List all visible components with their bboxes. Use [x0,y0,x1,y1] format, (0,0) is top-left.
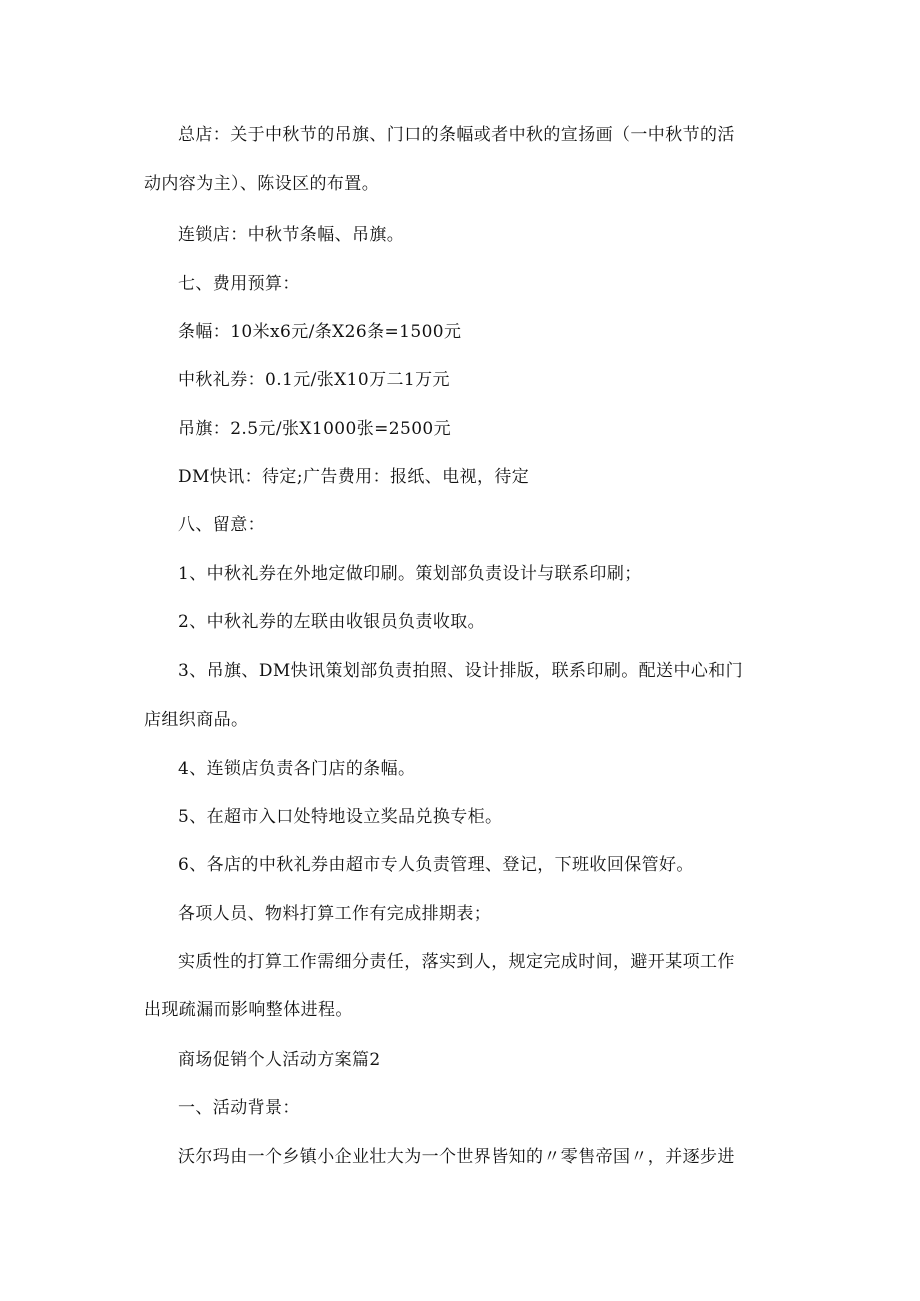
list-item: 4、连锁店负责各门店的条幅。 [178,759,416,779]
section-heading: 七、费用预算： [178,274,300,294]
paragraph-line: 店组织商品。 [144,710,249,730]
paragraph-line: 实质性的打算工作需细分责任，落实到人，规定完成时间，避开某项工作 [178,952,735,972]
paragraph-line: 沃尔玛由一个乡镇小企业壮大为一个世界皆知的〃零售帝国〃，并逐步进 [178,1147,735,1167]
list-item: 5、在超市入口处特地设立奖品兑换专柜。 [178,807,503,827]
budget-line: 吊旗：2.5元/张X1000张=2500元 [178,419,452,439]
section-heading: 八、留意： [178,515,265,535]
budget-line: 中秋礼券：0.1元/张X10万二1万元 [178,370,450,390]
paragraph-line: 总店：关于中秋节的吊旗、门口的条幅或者中秋的宣扬画（一中秋节的活 [178,125,735,145]
paragraph-line: 各项人员、物料打算工作有完成排期表； [178,904,492,924]
list-item: 1、中秋礼券在外地定做印刷。策划部负责设计与联系印刷； [178,564,642,584]
section-title: 商场促销个人活动方案篇2 [178,1050,381,1070]
paragraph-line: 动内容为主）、陈设区的布置。 [144,174,380,194]
paragraph-line: 连锁店：中秋节条幅、吊旗。 [178,225,405,245]
list-item: 3、吊旗、DM快讯策划部负责拍照、设计排版，联系印刷。配送中心和门 [178,661,744,681]
budget-line: 条幅：10米x6元/条X26条=1500元 [178,322,462,342]
section-heading: 一、活动背景： [178,1098,300,1118]
list-item: 2、中秋礼券的左联由收银员负责收取。 [178,612,486,632]
budget-line: DM快讯：待定;广告费用：报纸、电视，待定 [178,467,530,487]
paragraph-line: 出现疏漏而影响整体进程。 [144,1000,353,1020]
list-item: 6、各店的中秋礼券由超市专人负责管理、登记，下班收回保管好。 [178,855,694,875]
